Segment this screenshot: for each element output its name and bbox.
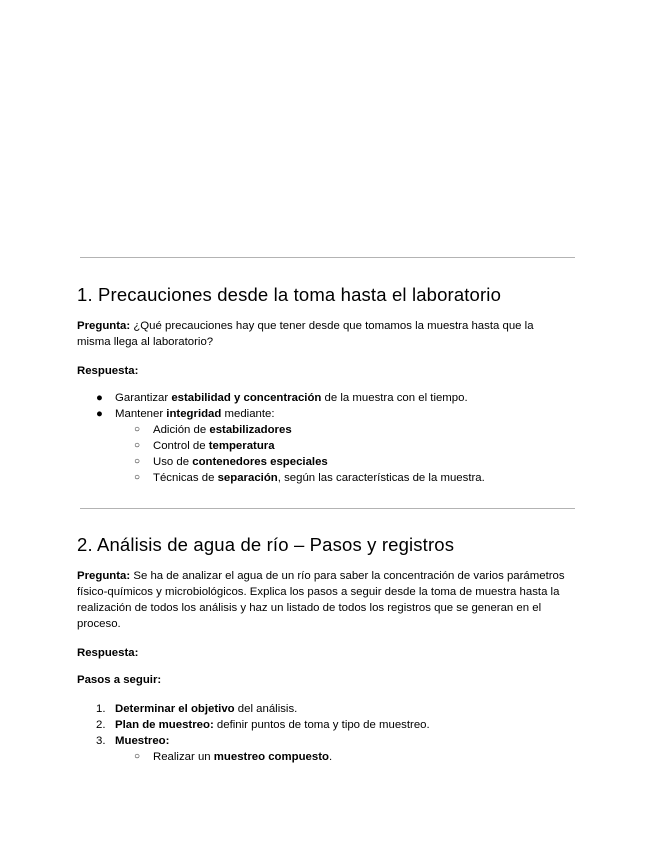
- nested-list: [115, 749, 430, 765]
- item-text: Control de: [153, 440, 209, 452]
- question-text: ¿Qué precauciones hay que tener desde que tomamos la muestra hasta que la misma llega al laboratorio?: [77, 320, 534, 348]
- item-bold-text: estabilidad y concentración: [171, 392, 322, 404]
- section-2-title: 2. Análisis de agua de río – Pasos y registros: [77, 534, 455, 555]
- circle-marker: ○: [134, 440, 141, 451]
- item-text: Garantizar: [115, 392, 172, 404]
- list-item: [115, 749, 430, 765]
- item-bold-text: Plan de muestreo:: [115, 719, 214, 731]
- item-bold-text: estabilizadores: [209, 424, 292, 436]
- bullet-marker: ●: [96, 392, 103, 404]
- section-2-question: [77, 568, 567, 632]
- item-bold-text: temperatura: [208, 440, 275, 452]
- circle-marker: ○: [134, 472, 141, 483]
- item-text: de la muestra con el tiempo.: [321, 392, 468, 404]
- list-item: [115, 422, 485, 438]
- section-1-title: 1. Precauciones desde la toma hasta el laboratorio: [77, 284, 502, 305]
- bullet-marker: ●: [96, 408, 103, 420]
- section-1-answer-list: [77, 390, 485, 486]
- section-1-question: [77, 318, 567, 350]
- item-bold-text: separación: [217, 472, 278, 484]
- horizontal-rule: [80, 257, 575, 258]
- circle-marker: ○: [134, 456, 141, 467]
- item-text: mediante:: [221, 408, 275, 420]
- list-item: [77, 406, 485, 486]
- item-bold-text: Muestreo:: [115, 735, 170, 747]
- item-text: , según las características de la muestra.: [277, 472, 485, 484]
- horizontal-rule: [80, 508, 575, 509]
- list-item: [77, 733, 430, 765]
- number-marker: 1.: [96, 703, 106, 715]
- item-text: Adición de: [153, 424, 210, 436]
- item-bold-text: Determinar el objetivo: [115, 703, 235, 715]
- question-label: Pregunta:: [77, 570, 131, 582]
- item-text: Uso de: [153, 456, 193, 468]
- item-text: del análisis.: [234, 703, 298, 715]
- item-bold-text: muestreo compuesto: [213, 751, 329, 763]
- question-label: Pregunta:: [77, 320, 131, 332]
- item-text: Realizar un: [153, 751, 214, 763]
- item-text: Mantener: [115, 408, 167, 420]
- nested-list: [115, 422, 485, 486]
- steps-list: [77, 701, 430, 765]
- list-item: [115, 438, 485, 454]
- list-item: [115, 454, 485, 470]
- item-text: Técnicas de: [153, 472, 218, 484]
- circle-marker: ○: [134, 751, 141, 762]
- item-text: .: [328, 751, 333, 763]
- list-item: [77, 717, 430, 733]
- section-2-answer-label: Respuesta:: [77, 647, 139, 659]
- steps-label: Pasos a seguir:: [77, 674, 162, 686]
- item-bold-text: integridad: [166, 408, 222, 420]
- number-marker: 2.: [96, 719, 106, 731]
- section-1-answer-label: Respuesta:: [77, 365, 139, 377]
- list-item: [115, 470, 485, 486]
- circle-marker: ○: [134, 424, 141, 435]
- question-text: Se ha de analizar el agua de un río para saber la concentración de varios parámetros físico-químicos y microbiológicos. Explica los pasos a seguir desde la toma de muestra hasta la realización de todos los análisis y haz un listado de todos los registros que se generan en el proceso.: [77, 570, 565, 630]
- number-marker: 3.: [96, 735, 106, 747]
- item-text: definir puntos de toma y tipo de muestreo.: [213, 719, 430, 731]
- list-item: [77, 701, 430, 717]
- item-bold-text: contenedores especiales: [192, 456, 328, 468]
- list-item: [77, 390, 485, 406]
